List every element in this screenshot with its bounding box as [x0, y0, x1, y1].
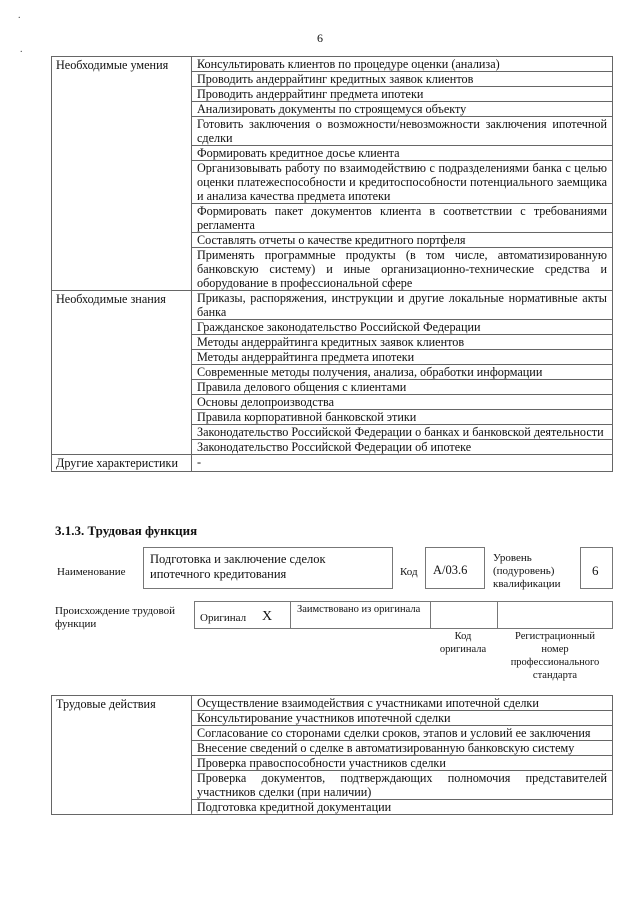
code-label: Код — [400, 566, 418, 578]
actions-item: Внесение сведений о сделке в автоматизированную банковскую систему — [192, 741, 613, 756]
table-row — [52, 57, 613, 72]
borrowed-label: Заимствовано из оригинала — [297, 604, 421, 615]
actions-item: Согласование со сторонами сделки сроков, этапов и условий ее заключения — [192, 726, 613, 741]
level-value: 6 — [592, 563, 599, 578]
skills-item: Проводить андеррайтинг кредитных заявок клиентов — [192, 72, 613, 87]
level-label: Уровень (подуровень) квалификации — [493, 552, 561, 590]
table-row — [52, 291, 613, 320]
knowledge-item: Законодательство Российской Федерации об ипотеке — [192, 440, 613, 455]
page-number: 6 — [317, 31, 323, 45]
origin-divider — [290, 601, 291, 629]
skills-item: Организовывать работу по взаимодействию с подразделениями банка с целью оценки платежеспособности и кредитоспособности потенциального заемщика и анализа качества предмета ипотеки — [192, 161, 613, 204]
table-row — [52, 455, 613, 472]
skills-item: Формировать пакет документов клиента в соответствии с требованиями регламента — [192, 204, 613, 233]
origin-divider — [430, 601, 431, 629]
knowledge-item: Основы делопроизводства — [192, 395, 613, 410]
other-label: Другие характеристики — [52, 455, 192, 472]
actions-item: Проверка правоспособности участников сделки — [192, 756, 613, 771]
scan-mark: . — [20, 44, 23, 55]
skills-item: Формировать кредитное досье клиента — [192, 146, 613, 161]
skills-item: Консультировать клиентов по процедуре оценки (анализа) — [192, 57, 613, 72]
skills-item: Проводить андеррайтинг предмета ипотеки — [192, 87, 613, 102]
name-value: Подготовка и заключение сделок ипотечного кредитования — [150, 552, 326, 581]
origin-label: Происхождение трудовой функции — [55, 605, 176, 630]
actions-table — [51, 695, 613, 815]
original-label: Оригинал — [200, 612, 247, 624]
table-row — [52, 696, 613, 711]
other-value: - — [192, 455, 613, 472]
skills-item: Анализировать документы по строящемуся объекту — [192, 102, 613, 117]
actions-item: Консультирование участников ипотечной сделки — [192, 711, 613, 726]
knowledge-item: Современные методы получения, анализа, обработки информации — [192, 365, 613, 380]
actions-item: Проверка документов, подтверждающих полномочия представителей участников сделки (при наличии) — [192, 771, 613, 800]
skills-item: Готовить заключения о возможности/невозможности заключения ипотечной сделки — [192, 117, 613, 146]
knowledge-item: Приказы, распоряжения, инструкции и другие локальные нормативные акты банка — [192, 291, 613, 320]
knowledge-item: Методы андеррайтинга предмета ипотеки — [192, 350, 613, 365]
knowledge-item: Гражданское законодательство Российской Федерации — [192, 320, 613, 335]
regnum-caption: Регистрационный номер профессионального стандарта — [510, 631, 600, 681]
knowledge-item: Методы андеррайтинга кредитных заявок клиентов — [192, 335, 613, 350]
code-value: A/03.6 — [433, 563, 468, 577]
skills-item: Применять программные продукты (в том числе, автоматизированную банковскую систему) и иные организационно-технические средства и оборудование в профессиональной сфере — [192, 248, 613, 291]
section-title: 3.1.3. Трудовая функция — [55, 523, 198, 538]
actions-item: Осуществление взаимодействия с участниками ипотечной сделки — [192, 696, 613, 711]
skills-knowledge-table — [51, 56, 613, 472]
scan-mark: . — [18, 10, 21, 21]
skills-label: Необходимые умения — [52, 57, 192, 291]
knowledge-item: Правила корпоративной банковской этики — [192, 410, 613, 425]
name-label: Наименование — [57, 566, 126, 578]
knowledge-label: Необходимые знания — [52, 291, 192, 455]
actions-label: Трудовые действия — [52, 696, 192, 815]
actions-item: Подготовка кредитной документации — [192, 800, 613, 815]
origin-divider — [497, 601, 498, 629]
skills-item: Составлять отчеты о качестве кредитного портфеля — [192, 233, 613, 248]
knowledge-item: Правила делового общения с клиентами — [192, 380, 613, 395]
original-mark: X — [262, 609, 273, 624]
knowledge-item: Законодательство Российской Федерации о банках и банковской деятельности — [192, 425, 613, 440]
code-caption: Код оригинала — [439, 631, 487, 655]
